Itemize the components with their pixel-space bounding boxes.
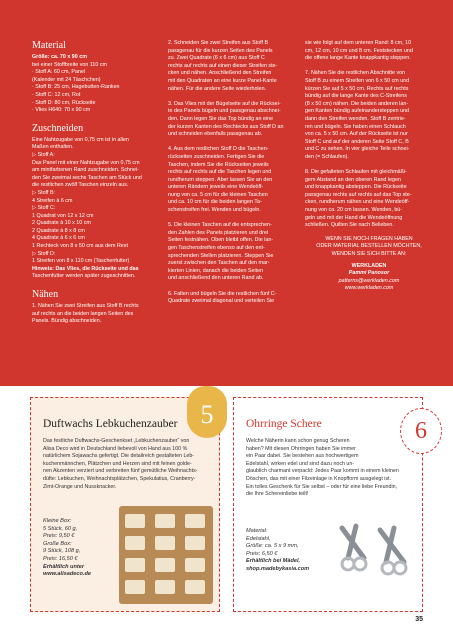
instruction-line: die offene lange Kante knappkantig steppen. — [305, 55, 411, 62]
instruction-line: 2. Schneiden Sie zwei Streifen aus Stoff B — [168, 40, 269, 46]
instruction-line: der kurzen Kanten des Rechtecks aus Stoff D an — [168, 123, 284, 130]
material-heading: Material — [32, 40, 66, 51]
product-description — [43, 438, 211, 491]
meta-line: Erhältlich unter — [43, 563, 85, 570]
spacer — [168, 93, 296, 101]
instruction-line: sie wie folgt auf dem unteren Rand: 8 cm, 10 — [305, 40, 412, 46]
instruction-line: (8 x 50 cm) nähen. Die beiden anderen lan- — [305, 100, 409, 107]
instruction-line: Stoff B zu einem Streifen von 6 x 50 cm und — [305, 77, 410, 84]
zuschneiden-line: am mintfarbenen Rand zuschneiden. Schnei- — [32, 167, 139, 174]
spacer — [305, 63, 433, 71]
product-box-ohrringe — [233, 397, 423, 612]
naehen-line: 1. Nähen Sie zwei Streifen aus Stoff B rechts — [32, 303, 139, 310]
zuschneiden-line: die restlichen zwölf Taschen einzeln aus. — [32, 182, 129, 189]
material-line: bei einer Stoffbreite von 110 cm — [32, 61, 107, 68]
description-line: Das festliche Duftwachs-Geschenkset „Lebkuchenzauber“ von — [43, 438, 190, 444]
number-badge-5: 5 — [187, 386, 227, 438]
naehen-list — [32, 303, 160, 326]
description-line: Edelstahl, wirken edel und sind dazu noch un- — [246, 460, 355, 467]
meta-line: Kleine Box: — [43, 518, 72, 524]
instruction-line: kierten Linien, danach die beiden Seiten — [168, 267, 264, 274]
instruction-line: Taschen, indem Sie die Rückseiten jeweils — [168, 161, 269, 168]
spacer — [305, 162, 433, 170]
contact-line: WENN SIE NOCH FRAGEN HABEN — [325, 235, 413, 242]
spacer — [168, 283, 296, 291]
material-line: · Vlies H640: 70 x 90 cm — [32, 107, 91, 114]
instruction-line: den. Dann legen Sie das Top bündig an eine — [168, 115, 274, 122]
description-line: die Ihre Schereinliebe teilt! — [246, 491, 309, 498]
material-line: · Stoff A: 60 cm, Panel — [32, 69, 86, 76]
shop-link[interactable]: shop.madebykasia.com — [246, 565, 310, 572]
naehen-line: auf rechts an die beiden langen Seiten des — [32, 310, 134, 317]
column-2 — [168, 40, 296, 306]
instruction-line: geln und mit der Hand die Wendeöffnung — [305, 214, 403, 221]
contact-email-link[interactable]: patterns@werkladen.com — [338, 277, 400, 284]
instruction-line: den Zahlen des Panels platzieren und drei — [168, 229, 269, 236]
instruction-line: 4. Aus dem restlichen Stoff D die Taschen- — [168, 146, 269, 153]
material-line: (Kalender mit 24 Täschchen) — [32, 76, 101, 83]
material-line: · Stoff B: 25 cm, Hagebutten-Ranken — [32, 84, 120, 91]
spacer — [168, 215, 296, 223]
description-line: ein Paar dabei. Sie bestehen aus hochwertigem — [246, 453, 359, 460]
zuschneiden-line: 1 Quadrat von 12 x 12 cm — [32, 212, 94, 219]
meta-line: 9 Stück, 108 g, — [43, 548, 81, 555]
material-list — [32, 54, 160, 115]
number-badge-6: 6 — [400, 408, 442, 454]
description-line: Ein tolles Geschenk für Sie selbst – oder für eine liebe Freundin, — [246, 483, 398, 490]
contact-name: Pammi Panosor — [348, 270, 390, 277]
instruction-line: zuerst zwischen den Taschen auf den mar- — [168, 260, 270, 267]
page-number: 35 — [415, 616, 423, 623]
meta-line: Edelstahl, — [246, 535, 271, 542]
description-line: Döschen, das mit einer Filzeinlage in Knopfform ausgelegt ist. — [246, 475, 392, 482]
instruction-line: rechts auf rechts auf einen dieser Streifen ste- — [168, 62, 278, 69]
instruction-line: gen Taschenstreifen ebenso auf den ent- — [168, 245, 265, 252]
description-line: natürlichem Sojawachs gefertigt. Die detailreich gestalteten Leb- — [43, 453, 195, 460]
instruction-line: cken, rundherum nähen und eine Wendeöff- — [305, 199, 410, 206]
instruction-line: gen Kanten bündig aufeinandersteppen und — [305, 108, 409, 115]
instruction-line: cken und nähen. Anschließend den Streifen — [168, 70, 272, 77]
instruction-line: 3. Das Vlies mit der Bügelseite auf die Rücksei- — [168, 100, 281, 107]
contact-company: WERKLADEN — [351, 262, 387, 269]
zuschneiden-line: ▷ Stoff B: — [32, 189, 56, 196]
meta-line: Erhältlich bei Mädel, — [246, 558, 301, 565]
material-line: · Stoff C: 12 cm, Rot — [32, 91, 81, 98]
zuschneiden-line: 1 Rechteck von 8 x 50 cm aus dem Rest — [32, 243, 128, 250]
instruction-line: 6. Falten und bügeln Sie die restlichen fünf C- — [168, 290, 277, 297]
contact-line: ODER MATERIAL BESTELLEN MÖCHTEN, — [316, 243, 422, 250]
instruction-line: Stoff C und auf der anderen Seite Stoff C, B — [305, 138, 409, 145]
meta-line: Preis: 9,50 € — [43, 533, 75, 540]
contact-line: WENDEN SIE SICH BITTE AN: — [331, 251, 407, 258]
zuschneiden-line: Taschenfutter werden später zugeschnitten. — [32, 273, 136, 280]
meta-line: Große Box: — [43, 540, 72, 547]
description-line: Alisa Deco wird in Deutschland liebevoll von Hand aus 100 % — [43, 445, 188, 452]
meta-line: Größe: ca. 5 x 9 mm, — [246, 543, 299, 550]
zuschneiden-line: Maßen enthalten. — [32, 144, 74, 151]
instruction-line: 7. Nähen Sie die restlichen Abschnitte von — [305, 70, 406, 77]
spacer — [168, 139, 296, 147]
wax-tray-image — [119, 506, 213, 604]
product-meta — [246, 528, 309, 574]
naehen-heading: Nähen — [32, 289, 59, 301]
instruction-line: rechts auf rechts auf die Taschen legen und — [168, 169, 272, 176]
description-line: Zimt-Orange und Nussknacker. — [43, 483, 117, 490]
instruction-line: passgenau rechts auf rechts auf das Top ste- — [305, 191, 412, 198]
product-title: Duftwachs Lebkuchenzauber — [43, 418, 178, 430]
instruction-line: und schneiden ebenfalls passgenau ab. — [168, 131, 263, 138]
description-line: düfte: Lebkuchen, Weihnachtsplätzchen, Spekulatius, Cranberry- — [43, 475, 196, 482]
column-1 — [32, 40, 160, 326]
instruction-line: und C zu sehen. In vier gleiche Teile schnei- — [305, 146, 410, 153]
meta-line: Material: — [246, 528, 268, 534]
instruction-line: und ca. 10 cm für die beiden langen Ta- — [168, 199, 262, 206]
meta-line: 5 Stück, 60 g, — [43, 525, 78, 532]
instruction-line: gem Abstand an den oberen Rand legen — [305, 176, 401, 183]
zuschneiden-line: Eine Nahtzugabe von 0,75 cm ist in allen — [32, 136, 129, 143]
material-line: · Stoff D: 80 cm, Rückseite — [32, 99, 96, 106]
zuschneiden-line: 2 Quadrate à 8 x 8 cm — [32, 227, 85, 234]
meta-line: Preis: 16,50 € — [43, 555, 78, 562]
scissors-earrings-image — [334, 518, 416, 578]
description-line: Welche Näherin kann schon genug Scheren — [246, 438, 350, 444]
instruction-line: kürzen Sie auf 5 x 50 cm. Rechts auf rechts — [305, 85, 409, 92]
instruction-line: nung von ca. 20 cm lassen. Wenden, bü- — [305, 207, 403, 214]
description-line: kuchenmännchen, Plätzchen und Herzen sind mit feinen golde- — [43, 460, 192, 467]
zuschneiden-line: 4 Quadrate à 6 x 6 cm — [32, 235, 85, 242]
description-line: haben? Mit diesen Ohrringen haben Sie immer — [246, 445, 356, 452]
instruction-line: von ca. 5 x 50 cm. Auf der Rückseite ist nur — [305, 131, 408, 138]
meta-line: Preis: 6,50 € — [246, 550, 278, 557]
product-title: Ohrringe Schere — [246, 418, 322, 430]
instruction-line: den (= Schlaufen). — [305, 153, 349, 160]
instruction-line: Seiten festnähen. Oben bleibt offen. Die lan- — [168, 237, 274, 244]
instruction-line: 5. Die kleinen Taschen auf die entsprechen- — [168, 222, 272, 229]
instruction-line: unteren Rändern jeweils eine Wendeöff- — [168, 184, 264, 191]
zuschneiden-line: den Sie zweimal sechs Taschen am Stück und — [32, 174, 142, 181]
instruction-line: cm, 12 cm, 10 cm und 8 cm. Feststecken und — [305, 47, 413, 54]
instruction-line: zu. Zwei Quadrate (6 x 6 cm) aus Stoff C — [168, 55, 265, 62]
instruction-line: sprechenden Stellen platzieren. Steppen Sie — [168, 252, 274, 259]
instruction-line: nung von ca. 5 cm für die kleinen Taschen — [168, 191, 268, 198]
material-line: Größe: ca. 70 x 90 cm — [32, 54, 87, 60]
zuschneiden-list — [32, 137, 160, 281]
instruction-line: 8. Die gefalteten Schlaufen mit gleichmäßi- — [305, 169, 407, 176]
contact-block — [305, 236, 433, 293]
instruction-line: rundherum steppen. Aber lassen Sie an den — [168, 176, 273, 183]
zuschneiden-line: 1 Streifen von 8 x 110 cm (Taschenfutter) — [32, 258, 130, 265]
zuschneiden-heading: Zuschneiden — [32, 122, 84, 134]
instruction-line: ren und bügeln. Sie haben einen Schlauch — [305, 123, 406, 130]
zuschneiden-line: ▷ Stoff C: — [32, 205, 56, 212]
instruction-line: passgenau für die kurzen Seiten des Panels — [168, 47, 273, 54]
instruction-line: schenstreifen frei. Wenden und bügeln. — [168, 207, 261, 214]
product-meta — [43, 518, 91, 579]
column-3 — [305, 40, 433, 293]
instruction-line: und knappkantig absteppen. Die Rückseite — [305, 184, 407, 191]
zuschneiden-line: 4 Streifen à 6 cm — [32, 197, 73, 204]
instruction-line: rückseiten zuschneiden. Fertigen Sie die — [168, 153, 265, 160]
shop-link[interactable]: www.alisadeco.de — [43, 571, 91, 578]
instruction-line: bündig auf die lange Kante des C-Streifens — [305, 93, 407, 100]
zuschneiden-line: 2 Quadrate à 10 x 10 cm — [32, 220, 91, 227]
naehen-line: Panels. Bündig abschneiden. — [32, 318, 102, 325]
instruction-line: Quadrate zweimal diagonal und verteilen Sie — [168, 298, 275, 305]
instruction-line: te des Panels bügeln und passgenau abschnei- — [168, 108, 281, 115]
contact-web-link[interactable]: www.werkladen.com — [344, 285, 394, 292]
product-description — [246, 438, 414, 499]
instruction-line: schließen. Quilten Sie nach Belieben. — [305, 222, 394, 229]
zuschneiden-line: ▷ Stoff D: — [32, 250, 56, 257]
zuschneiden-line: Das Panel mit einer Nahtzugabe von 0,75 cm — [32, 159, 140, 166]
zuschneiden-line: Hinweis: Das Vlies, die Rückseite und das — [32, 265, 139, 272]
zuschneiden-line: ▷ Stoff A: — [32, 151, 55, 158]
instruction-line: nähen. Für die andere Seite wiederholen. — [168, 85, 267, 92]
instruction-line: mit den Quadraten an eine kurze Panel-Kante — [168, 77, 277, 84]
instruction-line: dann den Streifen wenden. Stoff B zentrie- — [305, 115, 406, 122]
description-line: glaublich charmant verpackt: Jedes Paar kommt in einem kleinen — [246, 468, 399, 475]
description-line: nen Akzenten verziert und verbreiten fünf gemütliche Weihnachts- — [43, 468, 198, 475]
instruction-line: und anschließend den unteren Rand ab. — [168, 275, 264, 282]
